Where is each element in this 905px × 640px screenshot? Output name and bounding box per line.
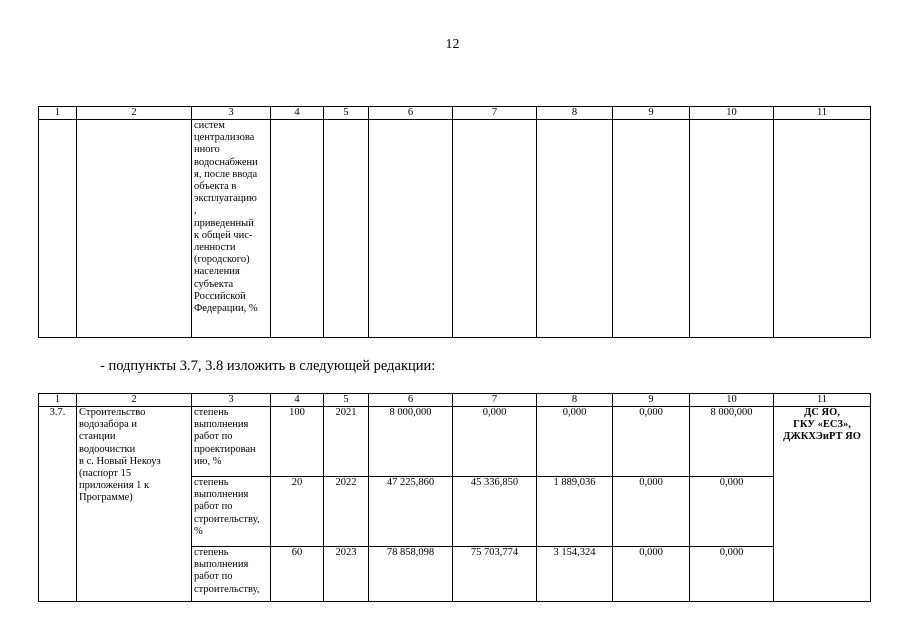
indicator-cell: степень выполнения работ по проектирован ию, %	[192, 407, 271, 477]
header-cell: 9	[613, 107, 690, 120]
amount-cell: 0,000	[453, 407, 537, 477]
header-cell: 11	[774, 107, 871, 120]
header-cell: 2	[77, 394, 192, 407]
value-cell: 20	[271, 477, 324, 547]
value-cell: 60	[271, 547, 324, 602]
header-cell: 10	[690, 107, 774, 120]
header-cell: 6	[369, 394, 453, 407]
amount-cell: 0,000	[613, 547, 690, 602]
header-cell: 7	[453, 394, 537, 407]
year-cell: 2023	[324, 547, 369, 602]
year-cell: 2021	[324, 407, 369, 477]
responsible-cell: ДС ЯО, ГКУ «ЕСЗ», ДЖКХЭиРТ ЯО	[774, 407, 871, 602]
page-number: 12	[445, 37, 460, 52]
header-cell: 1	[39, 394, 77, 407]
header-cell: 4	[271, 394, 324, 407]
header-cell: 8	[537, 107, 613, 120]
total-cell: 78 858,098	[369, 547, 453, 602]
header-cell: 5	[324, 107, 369, 120]
total-cell: 8 000,000	[369, 407, 453, 477]
item-name-cell: Строительство водозабора и станции водоочистки в с. Новый Некоуз (паспорт 15 приложения 1 к Программе)	[77, 407, 192, 602]
amount-cell: 1 889,036	[537, 477, 613, 547]
header-cell: 4	[271, 107, 324, 120]
value-cell: 100	[271, 407, 324, 477]
header-cell: 3	[192, 107, 271, 120]
header-cell: 6	[369, 107, 453, 120]
amount-cell: 0,000	[690, 547, 774, 602]
header-cell: 8	[537, 394, 613, 407]
table-continuation	[38, 106, 871, 338]
header-cell: 5	[324, 394, 369, 407]
table-row	[39, 407, 871, 477]
year-cell: 2022	[324, 477, 369, 547]
indicator-cell: степень выполнения работ по строительству, %	[192, 477, 271, 547]
amount-cell: 0,000	[537, 407, 613, 477]
table-row	[39, 120, 871, 338]
amount-cell: 0,000	[690, 477, 774, 547]
header-cell: 9	[613, 394, 690, 407]
instruction-text: - подпункты 3.7, 3.8 изложить в следующей редакции:	[100, 358, 436, 374]
amount-cell: 45 336,850	[453, 477, 537, 547]
header-cell: 3	[192, 394, 271, 407]
header-cell: 10	[690, 394, 774, 407]
header-cell: 11	[774, 394, 871, 407]
header-cell: 7	[453, 107, 537, 120]
table-subitems	[38, 393, 871, 602]
indicator-cell: степень выполнения работ по строительству,	[192, 547, 271, 602]
indicator-cell: систем централизова нного водоснабжени я, после ввода объекта в эксплуатацию , приведенный к общей чис- ленности (городского) населения субъекта Российской Федерации, %	[192, 120, 271, 338]
table-header-row	[39, 107, 871, 120]
table-header-row	[39, 394, 871, 407]
total-cell: 47 225,860	[369, 477, 453, 547]
item-number: 3.7.	[39, 407, 77, 602]
amount-cell: 8 000,000	[690, 407, 774, 477]
header-cell: 1	[39, 107, 77, 120]
header-cell: 2	[77, 107, 192, 120]
amount-cell: 3 154,324	[537, 547, 613, 602]
amount-cell: 75 703,774	[453, 547, 537, 602]
amount-cell: 0,000	[613, 477, 690, 547]
amount-cell: 0,000	[613, 407, 690, 477]
